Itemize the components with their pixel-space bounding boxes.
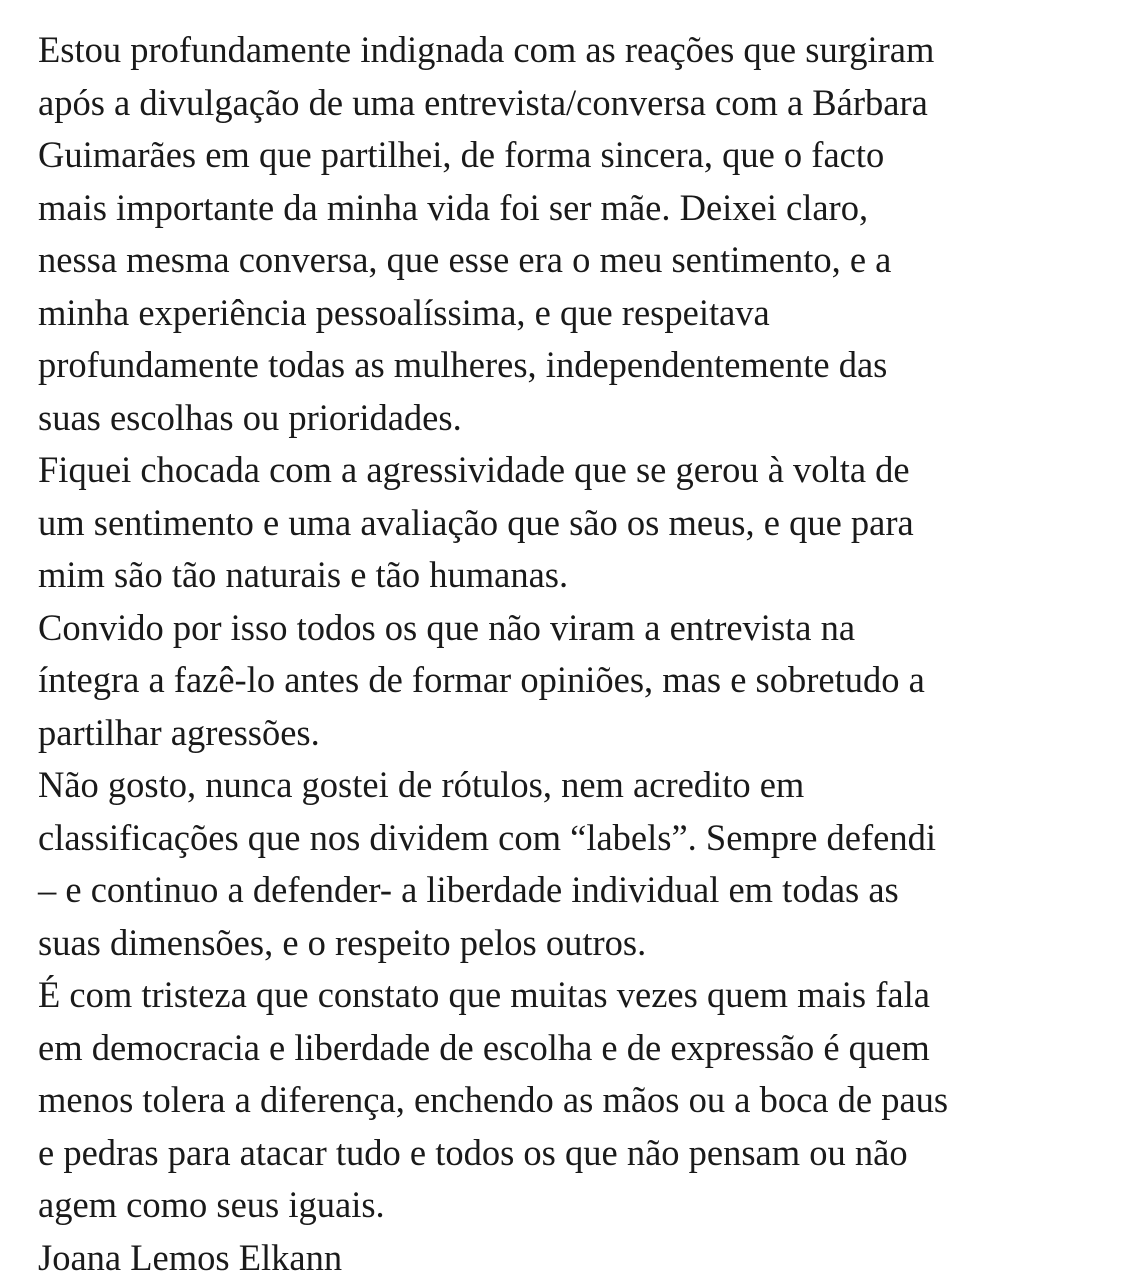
text-line: menos tolera a diferença, enchendo as mãos ou a boca de paus: [38, 1074, 1142, 1127]
text-line: um sentimento e uma avaliação que são os meus, e que para: [38, 497, 1142, 550]
text-line: Convido por isso todos os que não viram a entrevista na: [38, 602, 1142, 655]
text-line: em democracia e liberdade de escolha e de expressão é quem: [38, 1022, 1142, 1075]
statement-text-block: [38, 24, 1142, 1284]
text-line: após a divulgação de uma entrevista/conversa com a Bárbara: [38, 77, 1142, 130]
text-line: mim são tão naturais e tão humanas.: [38, 549, 1142, 602]
text-line: É com tristeza que constato que muitas vezes quem mais fala: [38, 969, 1142, 1022]
text-line: suas dimensões, e o respeito pelos outros.: [38, 917, 1142, 970]
text-line: agem como seus iguais.: [38, 1179, 1142, 1232]
text-line: mais importante da minha vida foi ser mãe. Deixei claro,: [38, 182, 1142, 235]
text-line: Guimarães em que partilhei, de forma sincera, que o facto: [38, 129, 1142, 182]
text-line: Fiquei chocada com a agressividade que se gerou à volta de: [38, 444, 1142, 497]
signature-line: Joana Lemos Elkann: [38, 1232, 1142, 1284]
text-line: classificações que nos dividem com “labels”. Sempre defendi: [38, 812, 1142, 865]
text-line: Estou profundamente indignada com as reações que surgiram: [38, 24, 1142, 77]
text-line: nessa mesma conversa, que esse era o meu sentimento, e a: [38, 234, 1142, 287]
text-line: e pedras para atacar tudo e todos os que não pensam ou não: [38, 1127, 1142, 1180]
text-line: íntegra a fazê-lo antes de formar opiniões, mas e sobretudo a: [38, 654, 1142, 707]
text-line: – e continuo a defender- a liberdade individual em todas as: [38, 864, 1142, 917]
text-line: partilhar agressões.: [38, 707, 1142, 760]
text-line: minha experiência pessoalíssima, e que respeitava: [38, 287, 1142, 340]
text-line: Não gosto, nunca gostei de rótulos, nem acredito em: [38, 759, 1142, 812]
text-line: suas escolhas ou prioridades.: [38, 392, 1142, 445]
text-line: profundamente todas as mulheres, independentemente das: [38, 339, 1142, 392]
